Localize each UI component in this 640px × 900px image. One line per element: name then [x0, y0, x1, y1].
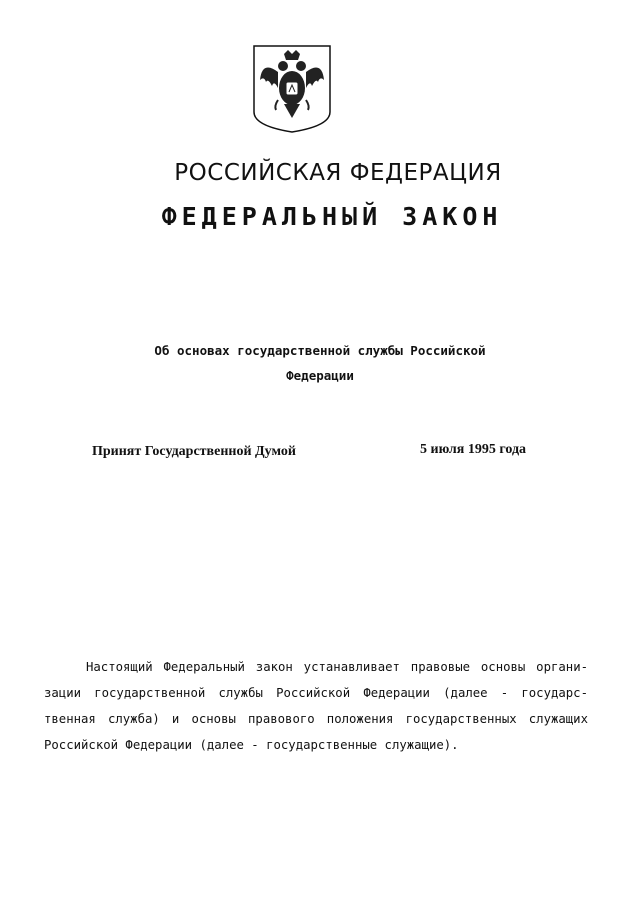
- paragraph-line: Настоящий Федеральный закон устанавливает правовые основы органи-: [86, 660, 588, 674]
- law-title: [0, 338, 640, 388]
- preamble-paragraph: [44, 654, 588, 758]
- law-title-line: Об основах государственной службы Российской: [154, 343, 486, 358]
- coat-of-arms-icon: [248, 42, 336, 134]
- paragraph-line: Российской Федерации (далее - государственные служащие).: [44, 738, 459, 752]
- law-title-line: Федерации: [286, 368, 354, 383]
- adoption-date: 5 июля 1995 года: [420, 442, 527, 457]
- paragraph-line: зации государственной службы Российской Федерации (далее - государс-: [44, 686, 588, 700]
- document-type-heading: ФЕДЕРАЛЬНЫЙ ЗАКОН: [161, 202, 503, 231]
- adopted-by: Принят Государственной Думой: [92, 444, 296, 459]
- country-heading: РОССИЙСКАЯ ФЕДЕРАЦИЯ: [174, 160, 502, 186]
- paragraph-line: твенная служба) и основы правового положения государственных служащих: [44, 712, 588, 726]
